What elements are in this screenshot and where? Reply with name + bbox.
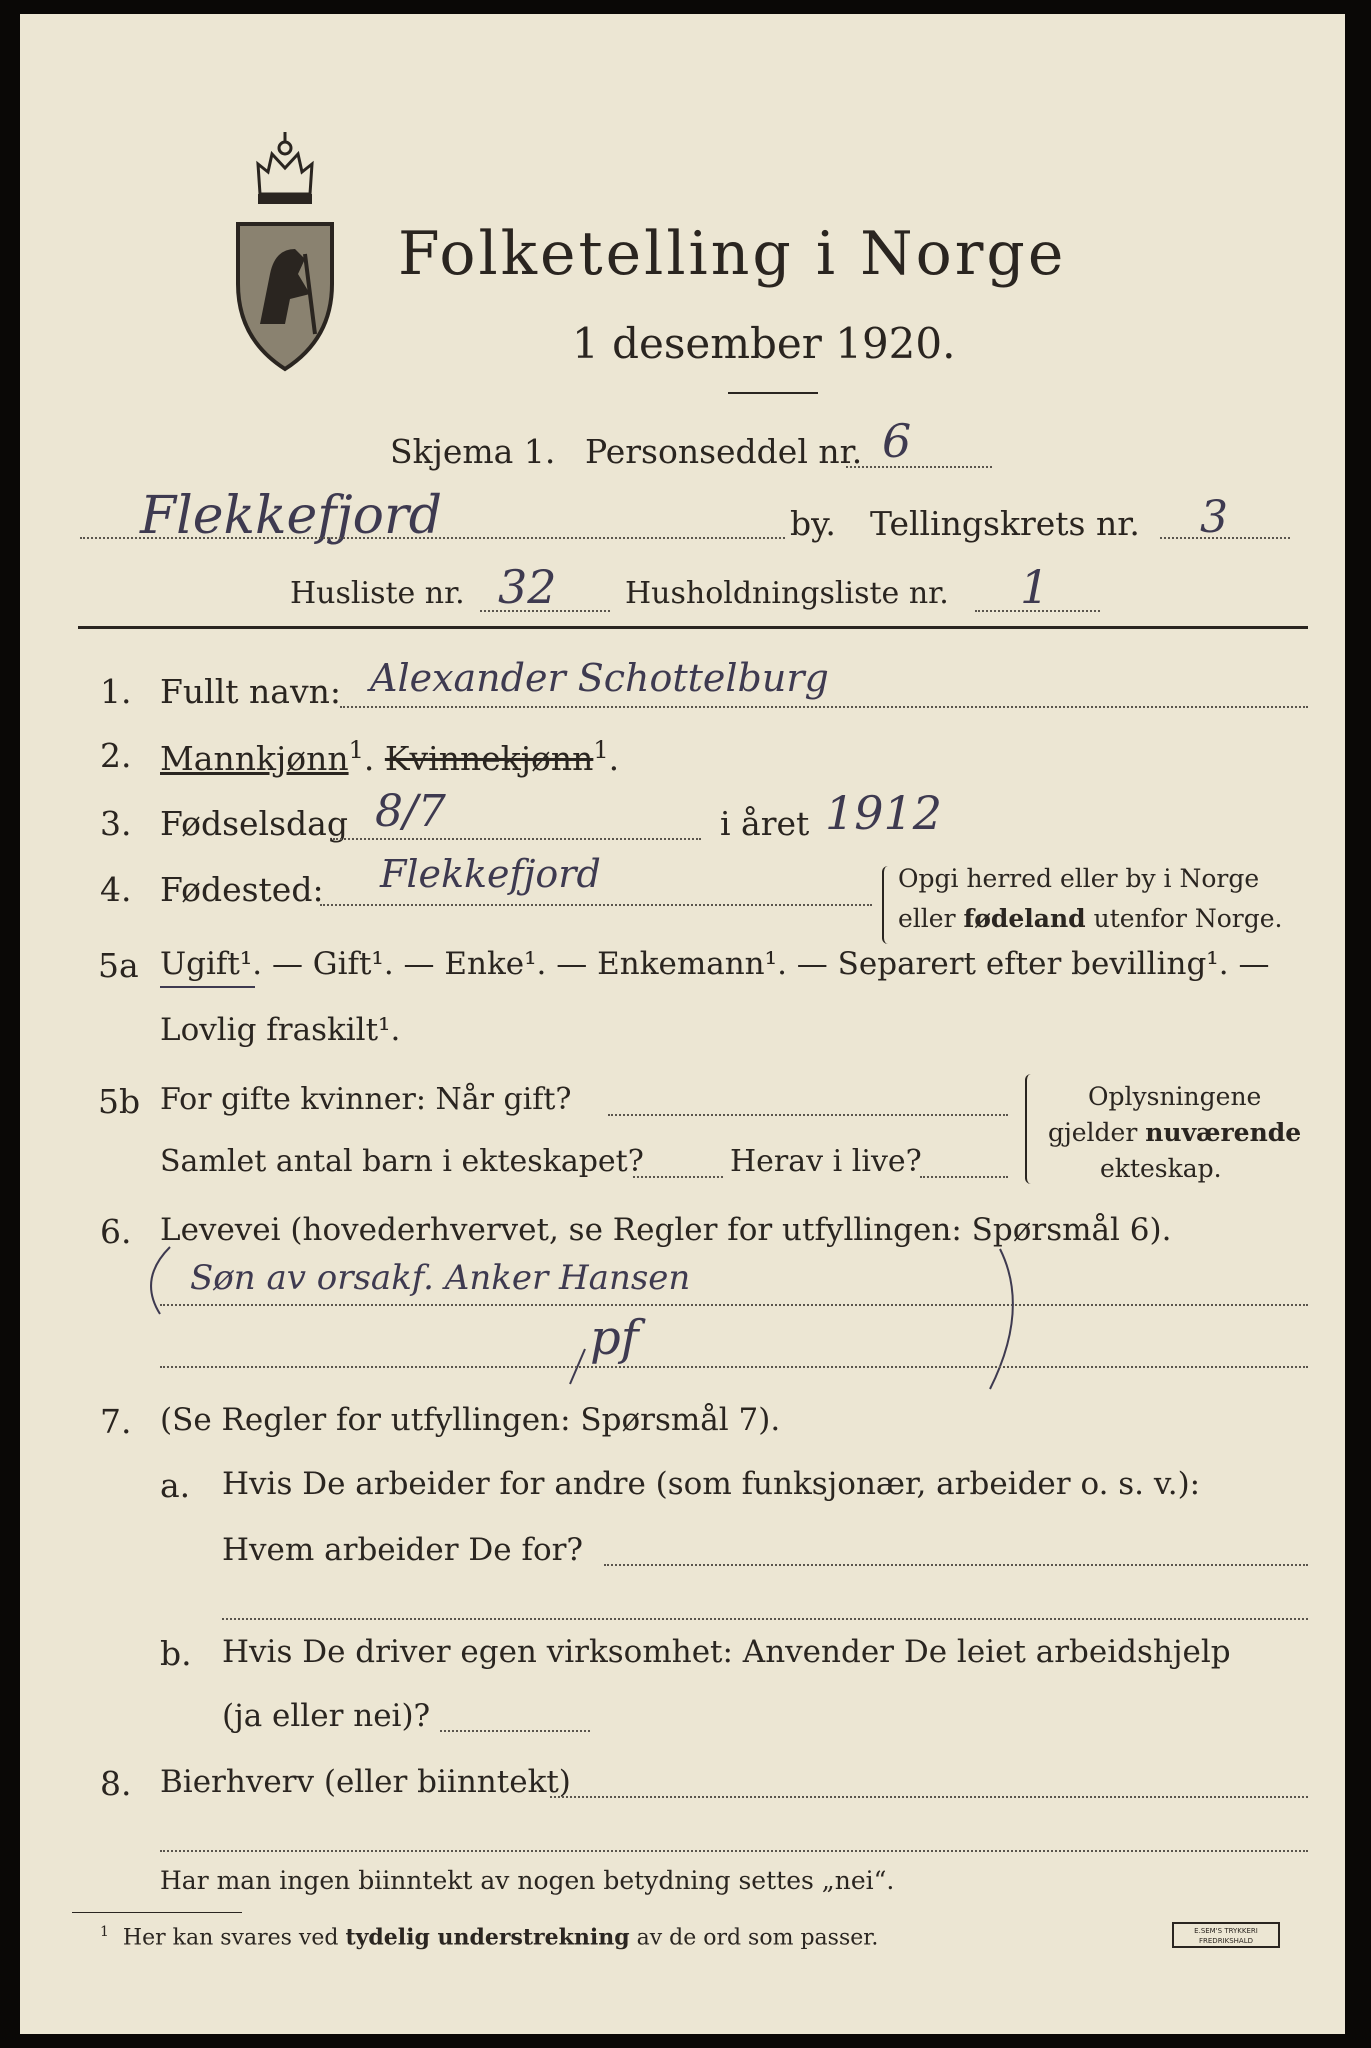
q6-bracket-marks [130,1239,1030,1399]
husholdningsliste-label: Husholdningsliste nr. [625,576,949,611]
q6-number: 6. [100,1212,132,1251]
tellingskrets-value: 3 [1200,492,1228,543]
form-title: Folketelling i Norge [398,219,1067,289]
q5b-note-brace [1025,1074,1037,1184]
q7a-field-line1 [604,1564,1308,1566]
q2-kvinne: Kvinnekjønn [384,739,594,778]
q1-number: 1. [100,672,132,711]
q8-field-line2 [160,1850,1308,1852]
q3-year-value: 1912 [825,786,943,840]
husliste-label: Husliste nr. [290,576,465,611]
q3-day-field-line [333,838,701,840]
q1-field-line [340,706,1308,708]
q5b-number: 5b [98,1082,141,1121]
q6-field-line2 [160,1366,1308,1368]
q7-number: 7. [100,1402,132,1441]
q7a-field-line2 [222,1618,1308,1620]
personseddel-label: Personseddel nr. [585,432,863,471]
q5b-note-line2: gjelder nuværende [1048,1118,1302,1147]
q6-label: Levevei (hovederhvervet, se Regler for utfyllingen: Spørsmål 6). [160,1212,1172,1248]
q3-year-label: i året [720,804,810,843]
by-label: by. [790,504,836,543]
q4-field-line [320,904,872,906]
q8-number: 8. [100,1764,132,1803]
q7b-label2: (ja eller nei)? [222,1698,431,1734]
printer-stamp: E.SEM'S TRYKKERI FREDRIKSHALD [1172,1922,1280,1948]
skjema-label: Skjema 1. [390,432,556,471]
q6-value: Søn av orsakf. Anker Hansen [190,1258,691,1298]
q5b-when-label: For gifte kvinner: Når gift? [160,1082,572,1117]
q8-field-line1 [550,1796,1308,1798]
q3-label: Fødselsdag [160,804,348,843]
q4-label: Fødested: [160,870,324,909]
q4-note-line2: eller fødeland utenfor Norge. [898,904,1283,933]
footnote: $^1$ Her kan svares ved tydelig understrekning av de ord som passer. [100,1924,879,1951]
q5a-options-line1: Ugift¹. — Gift¹. — Enke¹. — Enkemann¹. — Separert efter bevilling¹. — [160,946,1270,982]
q7b-label: Hvis De driver egen virksomhet: Anvender De leiet arbeidshjelp [222,1634,1231,1670]
q5b-alive-label: Herav i live? [730,1144,922,1179]
q7a-label2: Hvem arbeider De for? [222,1532,584,1568]
q5b-alive-field-line [920,1176,1008,1178]
form-date: 1 desember 1920. [572,319,956,368]
personseddel-value: 6 [882,414,912,468]
q7-label: (Se Regler for utfyllingen: Spørsmål 7). [160,1402,781,1438]
q2-options: Mannkjønn$^1$. Kvinnekjønn$^1$. [160,736,620,778]
tellingskrets-label: Tellingskrets nr. [870,504,1140,543]
q5a-ugift-underline [160,986,255,988]
q7b-number: b. [160,1634,192,1673]
q3-number: 3. [100,804,132,843]
q5b-when-field-line [608,1114,1008,1116]
q5b-children-field-line [633,1176,723,1178]
coat-of-arms-icon [230,124,340,374]
q5b-children-label: Samlet antal barn i ekteskapet? [160,1144,644,1179]
husliste-value: 32 [498,560,557,614]
q2-number: 2. [100,736,132,775]
q7b-field-line [440,1730,590,1732]
q4-number: 4. [100,870,132,909]
place-value: Flekkefjord [140,486,443,546]
q6-mark: pf [590,1310,639,1366]
q5a-options-line2: Lovlig fraskilt¹. [160,1012,401,1048]
census-form [20,14,1345,2034]
q8-label: Bierhverv (eller biinntekt) [160,1764,571,1800]
q4-value: Flekkefjord [380,852,601,896]
q2-mann: Mannkjønn [160,739,349,778]
q5b-note-line3: ekteskap. [1100,1154,1222,1183]
q4-note-line1: Opgi herred eller by i Norge [898,864,1260,893]
q5b-note-line1: Oplysningene [1088,1082,1262,1111]
q1-value: Alexander Schottelburg [370,656,829,700]
header-divider [78,626,1308,629]
husholdningsliste-value: 1 [1020,560,1050,614]
personseddel-field-line [846,466,992,468]
q1-label: Fullt navn: [160,672,341,711]
title-divider [728,392,818,394]
place-field-line [80,537,785,539]
q7a-number: a. [160,1466,191,1505]
q8-note: Har man ingen biinntekt av nogen betydning settes „nei“. [160,1866,895,1895]
q5a-number: 5a [98,946,139,985]
q7a-label: Hvis De arbeider for andre (som funksjonær, arbeider o. s. v.): [222,1466,1201,1502]
q4-note-brace [882,866,894,944]
q3-day-value: 8/7 [375,786,446,837]
footnote-divider [72,1912,242,1913]
